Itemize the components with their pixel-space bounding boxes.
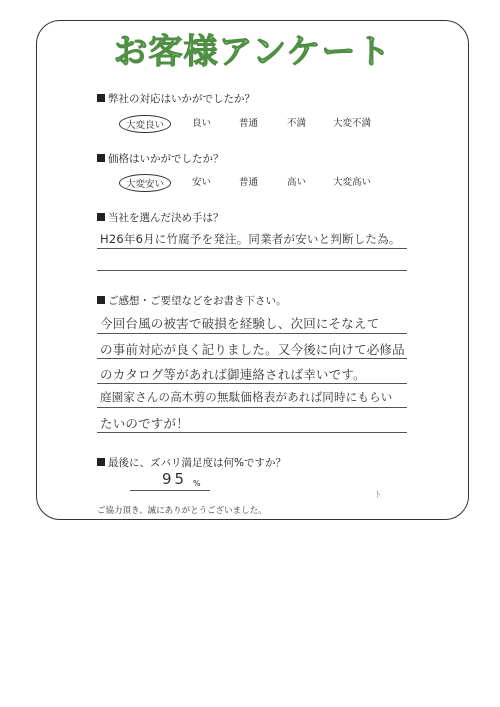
satisfaction-value: 95 xyxy=(162,470,188,488)
comment-line-3: のカタログ等があれば御連絡されば幸いです。 xyxy=(100,367,366,382)
option-price-2[interactable]: 安い xyxy=(192,177,212,188)
comment-line-5: たいのですが！ xyxy=(100,416,189,431)
reason-answer: H26年6月に竹腐予を発注。同業者が安いと判断した為。 xyxy=(100,232,401,246)
question-comments-label: ご感想・ご要望などをお書き下さい。 xyxy=(108,295,287,307)
answer-rule xyxy=(97,432,407,433)
square-bullet-icon xyxy=(97,296,105,304)
option-price-4[interactable]: 高い xyxy=(287,177,307,188)
satisfaction-rule xyxy=(130,490,210,491)
corner-mark: ト xyxy=(374,490,382,499)
comment-line-1: 今回台風の被害で破損を経験し、次回にそなえて xyxy=(100,316,380,331)
square-bullet-icon xyxy=(97,94,105,102)
satisfaction-unit: % xyxy=(193,479,201,488)
question-reason-label: 当社を選んだ決め手は？ xyxy=(108,212,224,224)
option-price-1[interactable]: 大変安い xyxy=(119,174,171,192)
question-price xyxy=(97,151,224,166)
answer-rule xyxy=(97,407,407,408)
answer-rule xyxy=(97,333,407,334)
question-reason xyxy=(97,210,224,225)
answer-rule xyxy=(97,270,407,271)
thank-you-note: ご協力頂き、誠にありがとうございました。 xyxy=(97,506,267,516)
square-bullet-icon xyxy=(97,154,105,162)
option-service-1[interactable]: 大変良い xyxy=(119,115,171,133)
option-service-2[interactable]: 良い xyxy=(192,118,212,129)
square-bullet-icon xyxy=(97,458,105,466)
question-satisfaction-label: 最後に、ズバリ満足度は何%ですか？ xyxy=(108,457,286,469)
option-service-3[interactable]: 普通 xyxy=(239,118,259,129)
option-price-3[interactable]: 普通 xyxy=(239,177,259,188)
question-service xyxy=(97,91,255,106)
question-price-label: 価格はいかがでしたか？ xyxy=(108,153,224,165)
answer-rule xyxy=(97,383,407,384)
answer-rule xyxy=(97,358,407,359)
answer-rule xyxy=(97,248,407,249)
option-service-5[interactable]: 大変不満 xyxy=(333,118,372,129)
comment-line-2: の事前対応が良く記りました。又今後に向けて必修品 xyxy=(100,342,405,357)
comment-line-4: 庭園家さんの高木剪の無駄価格表があれば同時にもらい xyxy=(100,390,393,404)
survey-title: お客様アンケート xyxy=(113,32,392,72)
question-comments xyxy=(97,293,287,308)
question-service-label: 弊社の対応はいかがでしたか？ xyxy=(108,93,255,105)
option-price-5[interactable]: 大変高い xyxy=(333,177,372,188)
square-bullet-icon xyxy=(97,213,105,221)
option-service-4[interactable]: 不満 xyxy=(287,118,307,129)
question-satisfaction xyxy=(97,455,286,470)
